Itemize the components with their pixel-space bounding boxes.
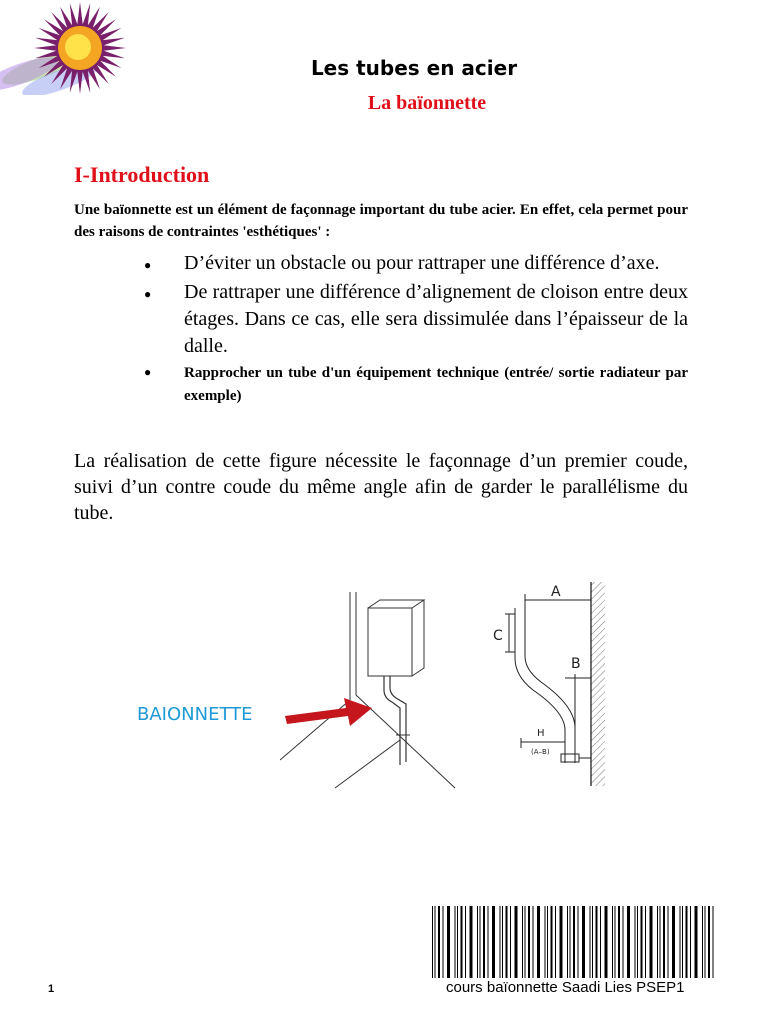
bullet-icon: ●	[144, 287, 152, 301]
starburst-logo	[0, 0, 145, 95]
list-item-text: Rapprocher un tube d'un équipement technique (entrée/ sortie radiateur par exemple)	[184, 365, 688, 404]
list-item-text: De rattraper une différence d’alignement de cloison entre deux étages. Dans ce cas, elle sera dissimulée dans l’épaisseur de la dalle.	[184, 281, 688, 357]
dimension-label-h: H	[537, 728, 545, 739]
section-heading: I-Introduction	[74, 162, 210, 187]
bullet-list	[140, 250, 688, 408]
dimension-label-b: B	[571, 656, 581, 672]
dimension-label-c: C	[493, 628, 503, 644]
barcode	[430, 906, 718, 982]
page-title: Les tubes en acier	[310, 56, 518, 80]
list-item	[140, 362, 688, 408]
list-item	[140, 279, 688, 360]
dimension-label-h-formula: (A–B)	[531, 748, 550, 756]
heater-illustration	[280, 590, 460, 790]
bullet-icon: ●	[144, 365, 152, 379]
list-item-text: D’éviter un obstacle ou pour rattraper une différence d’axe.	[184, 252, 660, 274]
list-item	[140, 250, 688, 277]
bullet-icon: ●	[144, 258, 152, 272]
page-subtitle: La baïonnette	[367, 92, 487, 114]
bayonet-dimension-diagram	[485, 578, 610, 788]
figure-label: BAIONNETTE	[137, 704, 253, 725]
page-number: 1	[48, 983, 55, 995]
intro-paragraph: Une baïonnette est un élément de façonnage important du tube acier. En effet, cela permet pour des raisons de contraintes 'esthétiques' :	[74, 202, 688, 240]
dimension-label-a: A	[551, 584, 561, 600]
barcode-caption: cours baïonnette Saadi Lies PSEP1	[446, 979, 685, 996]
conclusion-paragraph: La réalisation de cette figure nécessite le façonnage d’un premier coude, suivi d’un contre coude du même angle afin de garder le parallélisme du tube.	[74, 450, 688, 524]
